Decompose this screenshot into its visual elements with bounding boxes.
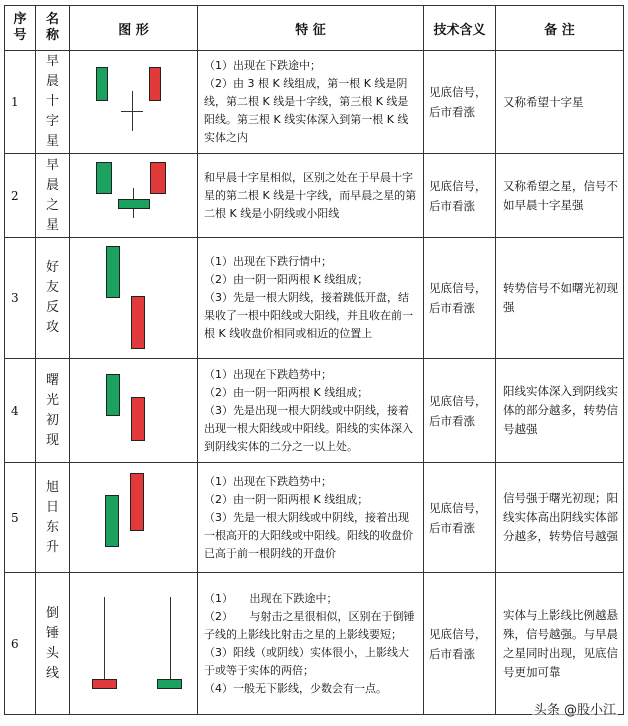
technical-meaning: 见底信号， 后市看涨 (424, 573, 496, 715)
table-row (5, 238, 624, 359)
row-number: 5 (5, 463, 36, 573)
doji-body (121, 111, 143, 112)
bullish-candle (92, 679, 117, 689)
technical-meaning: 见底信号， 后市看涨 (424, 154, 496, 238)
table-row (5, 359, 624, 463)
technical-meaning: 见底信号， 后市看涨 (424, 359, 496, 463)
upper-shadow (104, 597, 105, 681)
pattern-figure (70, 238, 198, 359)
bullish-candle (150, 162, 166, 194)
row-number: 1 (5, 51, 36, 154)
bearish-candle (96, 67, 108, 101)
pattern-name: 倒 锤 头 线 (36, 573, 70, 715)
header-name: 名 称 (36, 6, 70, 51)
pattern-name: 曙 光 初 现 (36, 359, 70, 463)
small-candle (118, 199, 150, 209)
header-remark: 备 注 (496, 6, 624, 51)
technical-meaning: 见底信号， 后市看涨 (424, 463, 496, 573)
pattern-features: （1） 出现在下跌途中； （2） 与射击之星很相似，区别在于倒锤子线的上影线比射击之星的上影线要短； （3）阳线（或阴线）实体很小，上影线大于或等于实体的两倍； （4）一般无下影线，少数会有一点。 (198, 573, 424, 715)
row-number: 2 (5, 154, 36, 238)
remark: 实体与上影线比例越悬殊，信号越强。与早晨之星同时出现，见底信号更加可靠 (496, 573, 624, 715)
technical-meaning: 见底信号， 后市看涨 (424, 51, 496, 154)
bullish-candle (131, 397, 145, 441)
row-number: 3 (5, 238, 36, 359)
pattern-features: （1）出现在下跌趋势中； （2）由一阴一阳两根 K 线组成； （3）先是出现一根大阴线或中阴线，接着出现一根大阳线或中阳线。阳线的实体深入到阴线实体的二分之一以上处。 (198, 359, 424, 463)
watermark: 头条 @股小江 (532, 699, 618, 718)
remark: 转势信号不如曙光初现强 (496, 238, 624, 359)
bullish-candle (130, 473, 144, 531)
pattern-name: 早 晨 之 星 (36, 154, 70, 238)
pattern-name: 早 晨 十 字 星 (36, 51, 70, 154)
bearish-candle (157, 679, 182, 689)
header-figure: 图 形 (70, 6, 198, 51)
pattern-features: （1）出现在下跌趋势中； （2）由一阴一阳两根 K 线组成； （3）先是一根大阴线或中阴线，接着出现一根高开的大阳线或中阳线。阳线的收盘价已高于前一根阴线的开盘价 (198, 463, 424, 573)
row-number: 4 (5, 359, 36, 463)
remark: 又称希望之星，信号不如早晨十字星强 (496, 154, 624, 238)
header-features: 特 征 (198, 6, 424, 51)
pattern-figure (70, 154, 198, 238)
pattern-figure (70, 359, 198, 463)
table-row (5, 573, 624, 715)
pattern-name: 好 友 反 攻 (36, 238, 70, 359)
bearish-candle (106, 374, 120, 416)
bearish-candle (106, 246, 120, 298)
table-row (5, 51, 624, 154)
remark: 阳线实体深入到阴线实体的部分越多，转势信号越强 (496, 359, 624, 463)
pattern-figure (70, 463, 198, 573)
bullish-candle (149, 67, 161, 101)
pattern-features: （1）出现在下跌行情中； （2）由一阴一阳两根 K 线组成； （3）先是一根大阴线，接着跳低开盘，结果收了一根中阳线或大阳线，并且收在前一根 K 线收盘价相同或相近的位置上 (198, 238, 424, 359)
bullish-candle (131, 296, 145, 349)
header-row (5, 6, 624, 51)
table-row (5, 463, 624, 573)
pattern-features: 和早晨十字星相似，区别之处在于早晨十字星的第二根 K 线是十字线，而早晨之星的第二根 K 线是小阴线或小阳线 (198, 154, 424, 238)
technical-meaning: 见底信号， 后市看涨 (424, 238, 496, 359)
pattern-figure (70, 51, 198, 154)
bearish-candle (105, 495, 119, 547)
row-number: 6 (5, 573, 36, 715)
header-num: 序 号 (5, 6, 36, 51)
candlestick-pattern-table (4, 5, 624, 715)
bearish-candle (96, 162, 112, 194)
remark: 信号强于曙光初现；阳线实体高出阴线实体部分越多，转势信号越强 (496, 463, 624, 573)
header-meaning: 技术含义 (424, 6, 496, 51)
pattern-features: （1）出现在下跌途中； （2）由 3 根 K 线组成，第一根 K 线是阴线，第二根 K 线是十字线，第三根 K 线是阳线。第三根 K 线实体深入到第一根 K 线实体之内 (198, 51, 424, 154)
pattern-figure (70, 573, 198, 715)
upper-shadow (170, 597, 171, 681)
remark: 又称希望十字星 (496, 51, 624, 154)
pattern-name: 旭 日 东 升 (36, 463, 70, 573)
table-row (5, 154, 624, 238)
